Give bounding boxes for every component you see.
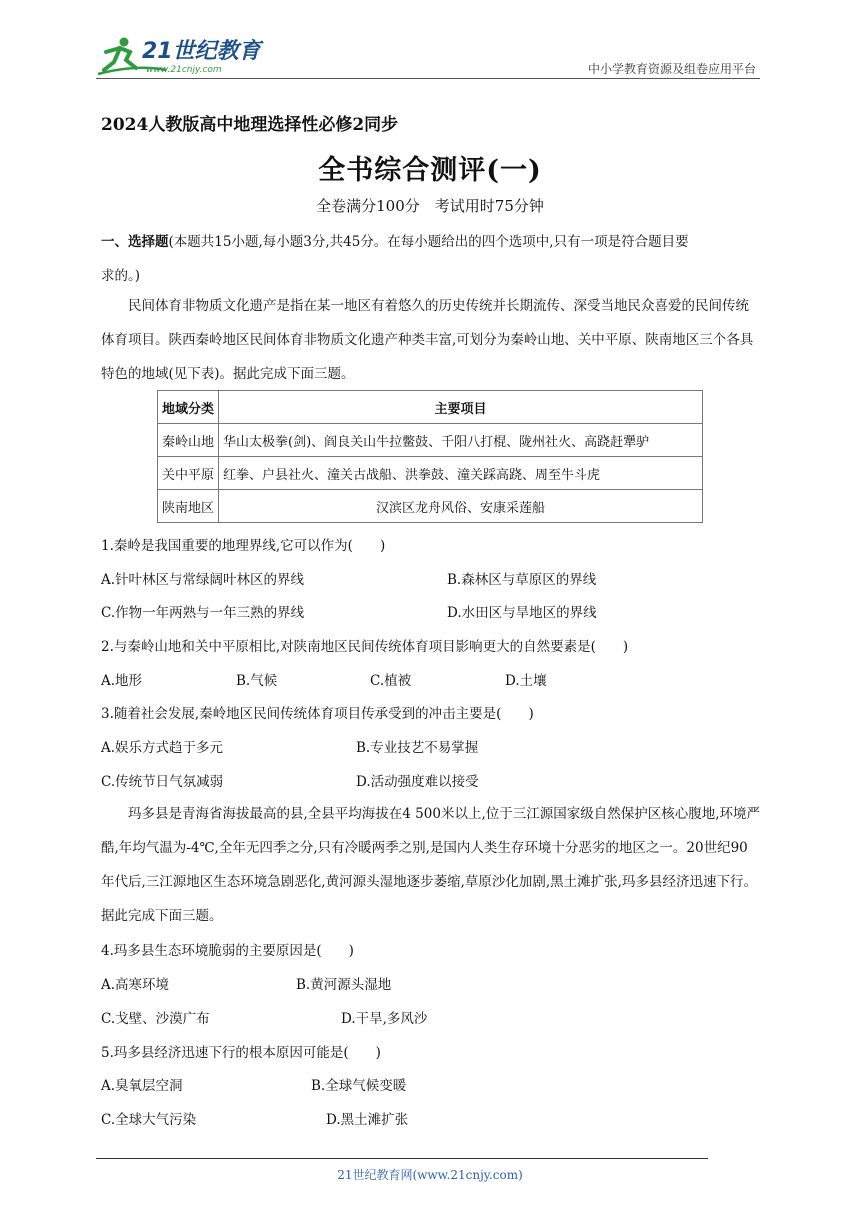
- option: B.专业技艺不易掌握: [356, 740, 479, 756]
- header-divider: [96, 78, 760, 79]
- table-cell: 红拳、户县社火、潼关古战船、洪拳鼓、潼关踩高跷、周至牛斗虎: [219, 457, 703, 490]
- table-cell: 秦岭山地: [158, 424, 219, 457]
- section-heading: 一、选择题: [101, 234, 169, 250]
- option: D.干旱,多风沙: [341, 1011, 428, 1027]
- option: A.臭氧层空洞: [101, 1078, 183, 1094]
- option: A.地形: [101, 673, 143, 689]
- passage-2: 玛多县是青海省海拔最高的县,全县平均海拔在4 500米以上,位于三江源国家级自然保护区核心腹地,环境严酷,年均气温为-4℃,全年无四季之分,只有冷暖两季之别,是国内人类生存环境十分恶劣的地区之一。20世纪90年代后,三江源地区生态环境急剧恶化,黄河源头湿地逐步萎缩,草原沙化加剧,黑土滩扩张,玛多县经济迅速下行。据此完成下面三题。: [101, 806, 761, 924]
- table-cell: 关中平原: [158, 457, 219, 490]
- table-cell: 华山太极拳(剑)、阎良关山牛拉鳖鼓、千阳八打棍、陇州社火、高跷赶犟驴: [219, 424, 703, 457]
- option: D.黑土滩扩张: [326, 1112, 409, 1128]
- question-2-stem: 2.与秦岭山地和关中平原相比,对陕南地区民间传统体育项目影响更大的自然要素是( ): [101, 639, 629, 655]
- option: A.针叶林区与常绿阔叶林区的界线: [101, 572, 305, 588]
- option: B.全球气候变暖: [311, 1078, 407, 1094]
- table-row: [158, 457, 703, 490]
- option: B.气候: [236, 673, 278, 689]
- option: C.全球大气污染: [101, 1112, 197, 1128]
- table-header-cell: 主要项目: [219, 391, 703, 424]
- option: A.高寒环境: [101, 977, 170, 993]
- option: C.作物一年两熟与一年三熟的界线: [101, 605, 305, 621]
- section-instruction: [101, 225, 761, 293]
- table-header-cell: 地域分类: [158, 391, 219, 424]
- question-4-stem: 4.玛多县生态环境脆弱的主要原因是( ): [101, 943, 354, 959]
- region-table: [157, 390, 703, 523]
- option: C.植被: [370, 673, 412, 689]
- logo-url: www.21cnjy.com: [146, 65, 222, 75]
- series-title: 2024人教版高中地理选择性必修2同步: [101, 115, 399, 135]
- table-header-row: [158, 391, 703, 424]
- option: D.土壤: [505, 673, 547, 689]
- option: B.森林区与草原区的界线: [447, 572, 597, 588]
- option: A.娱乐方式趋于多元: [101, 740, 224, 756]
- option: C.传统节日气氛减弱: [101, 774, 224, 790]
- logo: [96, 34, 266, 78]
- platform-label: 中小学教育资源及组卷应用平台: [587, 62, 756, 76]
- table-cell: 陕南地区: [158, 490, 219, 523]
- section-instruction-line2: 求的。): [101, 268, 141, 284]
- table-row: [158, 424, 703, 457]
- logo-text: 21世纪教育: [142, 39, 261, 64]
- option: C.戈壁、沙漠广布: [101, 1011, 210, 1027]
- table-cell: 汉滨区龙舟风俗、安康采莲船: [219, 490, 703, 523]
- option: D.水田区与旱地区的界线: [447, 605, 597, 621]
- exam-meta: 全卷满分100分 考试用时75分钟: [316, 197, 544, 215]
- section-instruction-line1: (本题共15小题,每小题3分,共45分。在每小题给出的四个选项中,只有一项是符合题目要: [168, 234, 689, 250]
- page-title: 全书综合测评(一): [318, 155, 542, 186]
- question-1-stem: 1.秦岭是我国重要的地理界线,它可以作为( ): [101, 538, 386, 554]
- option: D.活动强度难以接受: [356, 774, 479, 790]
- question-3-stem: 3.随着社会发展,秦岭地区民间传统体育项目传承受到的冲击主要是( ): [101, 706, 534, 722]
- option: B.黄河源头湿地: [296, 977, 392, 993]
- question-5-stem: 5.玛多县经济迅速下行的根本原因可能是( ): [101, 1045, 381, 1061]
- footer-divider: [96, 1158, 708, 1159]
- table-row: [158, 490, 703, 523]
- footer-link[interactable]: 21世纪教育网(www.21cnjy.com): [337, 1168, 523, 1182]
- passage-1: 民间体育非物质文化遗产是指在某一地区有着悠久的历史传统并长期流传、深受当地民众喜爱的民间传统体育项目。陕西秦岭地区民间体育非物质文化遗产种类丰富,可划分为秦岭山地、关中平原、陕南地区三个各具特色的地域(见下表)。据此完成下面三题。: [101, 298, 754, 382]
